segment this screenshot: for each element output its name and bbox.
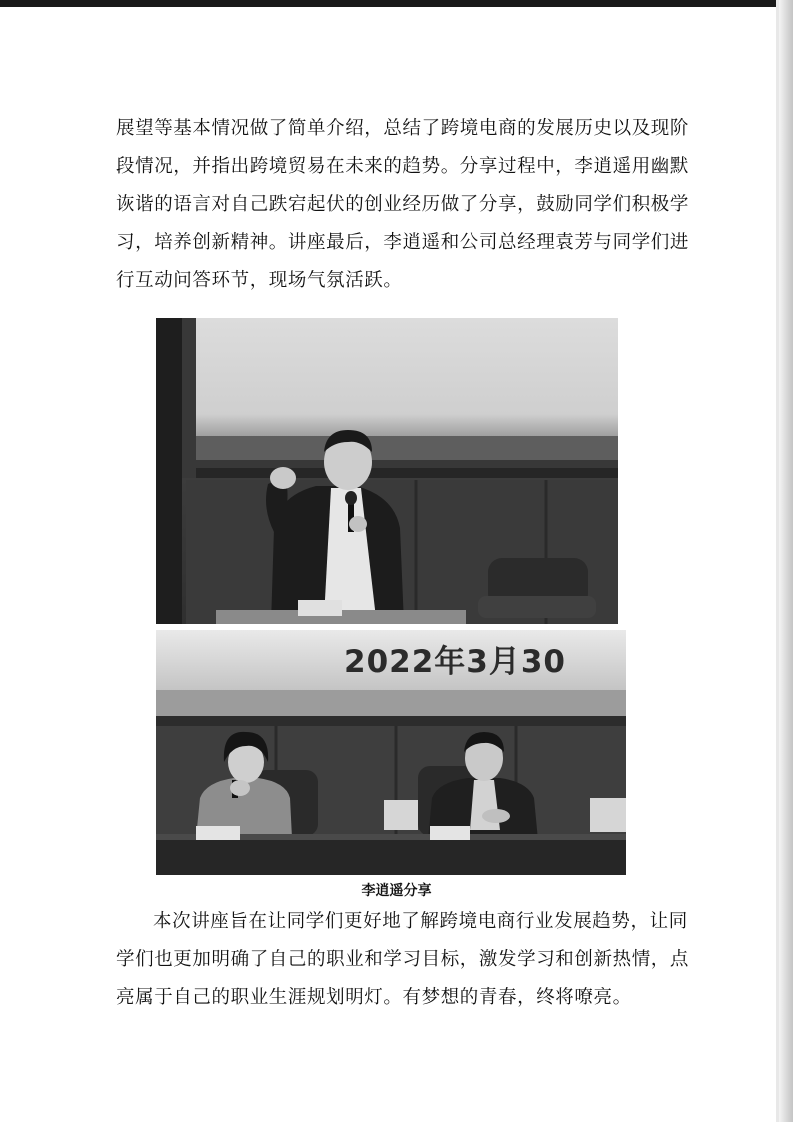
text-line: 诙谐的语言对自己跌宕起伏的创业经历做了分享，鼓励同学们积极学 [116, 194, 690, 215]
text-line: 行互动问答环节，现场气氛活跃。 [116, 270, 403, 291]
seated-speakers-photo [156, 630, 626, 875]
speaker-photo-illustration [156, 318, 618, 624]
speaker-photo [156, 318, 618, 624]
text-line: 学们也更加明确了自己的职业和学习目标，激发学习和创新热情，点 [116, 949, 690, 970]
text-line: 习，培养创新精神。讲座最后，李逍遥和公司总经理袁芳与同学们进 [116, 232, 690, 253]
text-line: 本次讲座旨在让同学们更好地了解跨境电商行业发展趋势，让同 [153, 911, 688, 932]
text-line: 段情况，并指出跨境贸易在未来的趋势。分享过程中，李逍遥用幽默 [116, 156, 690, 177]
page-right-edge-shadow [779, 0, 793, 1122]
page-top-border [0, 0, 793, 7]
intro-paragraph [116, 110, 690, 300]
photo-caption: 李逍遥分享 [361, 883, 432, 899]
text-line: 展望等基本情况做了简单介绍，总结了跨境电商的发展历史以及现阶 [116, 118, 690, 139]
closing-paragraph [116, 903, 690, 1017]
text-line: 亮属于自己的职业生涯规划明灯。有梦想的青春，终将嘹亮。 [116, 987, 632, 1008]
event-date-banner: 2022年3月30 [344, 644, 566, 680]
